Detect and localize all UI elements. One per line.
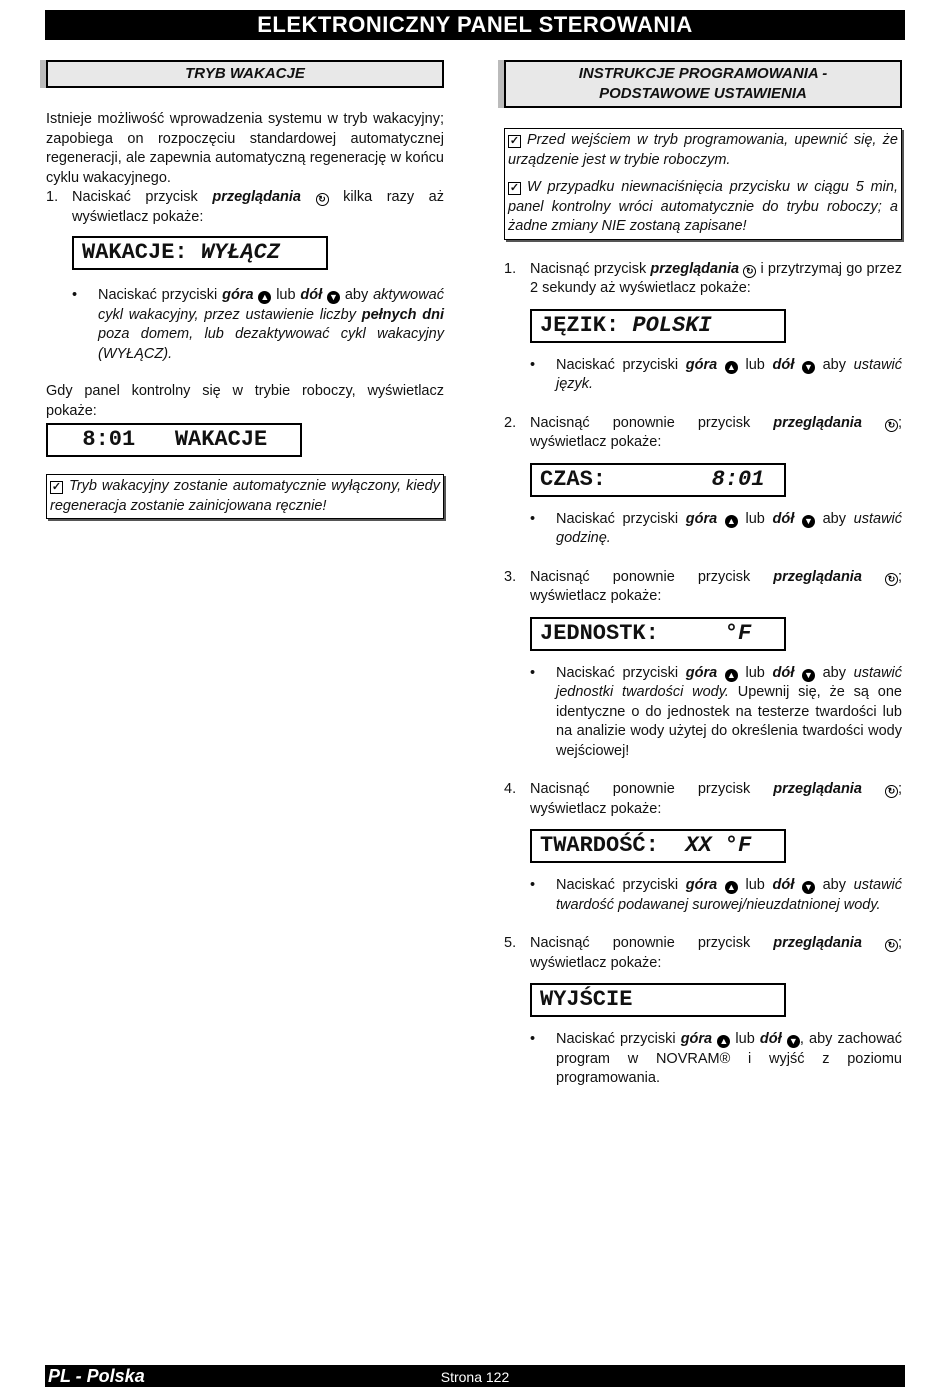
checkbox-checked-icon: ✓	[51, 481, 62, 493]
list-item: • Naciskać przyciski góra ▲ lub dół ▼ aby ustawić twardość podawanej surowej/nieuzdatnionej wody.	[530, 877, 903, 913]
up-arrow-icon: ▲	[725, 669, 738, 682]
lcd-display-units: JEDNOSTK: °F	[530, 617, 786, 651]
lcd-display-exit: WYJŚCIE	[530, 983, 786, 1017]
up-arrow-icon: ▲	[725, 881, 738, 894]
programming-step-1: 1. Nacisnąć przycisk przeglądania ↻ i przytrzymaj go przez 2 sekundy aż wyświetlacz pokaże:	[504, 260, 902, 296]
cycle-arrows-icon: ↻	[885, 785, 898, 798]
cycle-arrows-icon: ↻	[885, 419, 898, 432]
vacation-intro: Istnieje możliwość wprowadzenia systemu w tryb wakacyjny; zapobiega on rozpoczęciu standardowej automatycznej regeneracji, ale zapewnia automatyczną regenerację w końcu cyklu wakacyjnego.	[46, 111, 444, 186]
checkbox-checked-icon: ✓	[509, 135, 520, 147]
list-item: • Naciskać przyciski góra ▲ lub dół ▼ aby ustawić język.	[530, 356, 903, 392]
programming-step-4: 4. Nacisnąć ponownie przycisk przeglądania ↻ ; wyświetlacz pokaże:	[504, 781, 902, 817]
lcd-display-language: JĘZIK: POLSKI	[530, 309, 786, 343]
list-item: • Naciskać przyciski góra ▲ lub dół ▼ aby aktywować cykl wakacyjny, przez ustawienie liczby pełnych dni poza domem, lub dezaktywować cykl wakacyjny (WYŁĄCZ).	[72, 287, 444, 362]
up-arrow-icon: ▲	[725, 361, 738, 374]
list-item: • Naciskać przyciski góra ▲ lub dół ▼ , aby zachować program w NOVRAM® i wyjść z poziomu programowania.	[530, 1031, 903, 1086]
lcd-display-time: CZAS: 8:01	[530, 463, 786, 497]
down-arrow-icon: ▼	[802, 361, 815, 374]
page-number: Strona 122	[440, 1369, 510, 1385]
running-mode-text: Gdy panel kontrolny się w trybie roboczy, wyświetlacz pokaże:	[46, 383, 444, 419]
down-arrow-icon: ▼	[802, 515, 815, 528]
left-column	[46, 60, 444, 519]
programming-step-5: 5. Nacisnąć ponownie przycisk przeglądania ↻ ; wyświetlacz pokaże:	[504, 935, 902, 971]
list-item: • Naciskać przyciski góra ▲ lub dół ▼ aby ustawić jednostki twardości wody. Upewnij się, że są one identyczne o do jednostek na testerze twardości lub na analizie wody użytej do określenia twardości wody wejściowej!	[530, 664, 903, 759]
programming-step-2: 2. Nacisnąć ponownie przycisk przeglądania ↻ ; wyświetlacz pokaże:	[504, 414, 902, 450]
up-arrow-icon: ▲	[258, 291, 271, 304]
footer-language: PL - Polska	[48, 1366, 145, 1386]
down-arrow-icon: ▼	[802, 669, 815, 682]
section-heading-vacation: TRYB WAKACJE	[46, 60, 444, 88]
cycle-arrows-icon: ↻	[743, 265, 756, 278]
down-arrow-icon: ▼	[787, 1035, 800, 1048]
programming-notes: ✓ Przed wejściem w tryb programowania, upewnić się, że urządzenie jest w trybie roboczym. ✓ W przypadku niewnaciśnięcia przycisku w ciągu 5 min, panel kontrolny wróci automatycznie do trybu roboczy; a żadne zmiany NIE zostaną zapisane!	[504, 128, 902, 240]
page-footer	[45, 1365, 905, 1387]
lcd-display-running: 8:01 WAKACJE	[46, 423, 302, 457]
lcd-display-vacation: WAKACJE: WYŁĄCZ	[72, 236, 328, 270]
vacation-step-1: 1. Naciskać przycisk przeglądania ↻ kilka razy aż wyświetlacz pokaże:	[46, 189, 444, 225]
cycle-arrows-icon: ↻	[885, 573, 898, 586]
vacation-note: ✓ Tryb wakacyjny zostanie automatycznie wyłączony, kiedy regeneracja zostanie zainicjowana ręcznie!	[46, 474, 444, 519]
list-item: • Naciskać przyciski góra ▲ lub dół ▼ aby ustawić godzinę.	[530, 510, 903, 546]
page-title: ELEKTRONICZNY PANEL STEROWANIA	[45, 10, 905, 40]
cycle-arrows-icon: ↻	[885, 939, 898, 952]
up-arrow-icon: ▲	[717, 1035, 730, 1048]
checkbox-checked-icon: ✓	[509, 182, 520, 194]
down-arrow-icon: ▼	[802, 881, 815, 894]
cycle-arrows-icon: ↻	[316, 193, 329, 206]
down-arrow-icon: ▼	[327, 291, 340, 304]
programming-step-3: 3. Nacisnąć ponownie przycisk przeglądania ↻ ; wyświetlacz pokaże:	[504, 568, 902, 604]
section-heading-programming: INSTRUKCJE PROGRAMOWANIA - PODSTAWOWE USTAWIENIA	[504, 60, 902, 108]
lcd-display-hardness: TWARDOŚĆ: XX °F	[530, 829, 786, 863]
right-column	[504, 60, 902, 1089]
up-arrow-icon: ▲	[725, 515, 738, 528]
